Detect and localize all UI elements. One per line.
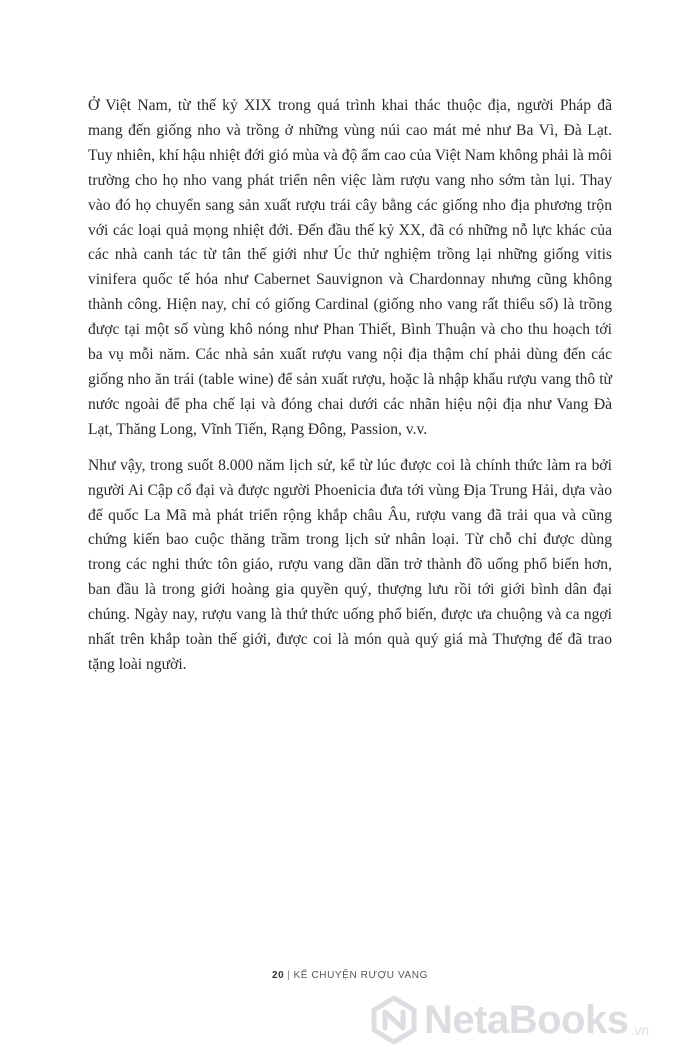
paragraph-1: Ở Việt Nam, từ thế kỷ XIX trong quá trình khai thác thuộc địa, người Pháp đã mang đến giống nho và trồng ở những vùng núi cao mát mẻ như Ba Vì, Đà Lạt. Tuy nhiên, khí hậu nhiệt đới gió mùa và độ ẩm cao của Việt Nam không phải là môi trường cho họ nho vang phát triển nên việc làm rượu vang nho sớm tàn lụi. Thay vào đó họ chuyển sang sản xuất rượu trái cây bằng các giống nho địa phương trộn với các loại quả mọng nhiệt đới. Đến đầu thế kỷ XX, đã có những nỗ lực khác của các nhà canh tác từ tân thế giới như Úc thử nghiệm trồng lại những giống vitis vinifera quốc tế hóa như Cabernet Sauvignon và Chardonnay nhưng cũng không thành công. Hiện nay, chỉ có giống Cardinal (giống nho vang rất thiểu số) là trồng được tại một số vùng khô nóng như Phan Thiết, Bình Thuận và cho thu hoạch tới ba vụ mỗi năm. Các nhà sản xuất rượu vang nội địa thậm chí phải dùng đến các giống nho ăn trái (table wine) để sản xuất rượu, hoặc là nhập khẩu rượu vang thô từ nước ngoài để pha chế lại và đóng chai dưới các nhãn hiệu nội địa như Vang Đà Lạt, Thăng Long, Vĩnh Tiến, Rạng Đông, Passion, v.v.: [88, 97, 612, 438]
watermark-suffix: .vn: [630, 1022, 650, 1038]
page-footer: [0, 970, 700, 981]
watermark-text: NetaBooks: [424, 998, 629, 1042]
netabooks-logo-icon: [368, 994, 420, 1046]
paragraph-2: Như vậy, trong suốt 8.000 năm lịch sử, kể từ lúc được coi là chính thức làm ra bởi người Ai Cập cổ đại và được người Phoenicia đưa tới vùng Địa Trung Hải, dựa vào đế quốc La Mã mà phát triển rộng khắp châu Âu, rượu vang đã trải qua và cũng chứng kiến bao cuộc thăng trầm trong lịch sử nhân loại. Từ chỗ chỉ được dùng trong các nghi thức tôn giáo, rượu vang dần dần trở thành đồ uống phổ biến hơn, ban đầu là trong giới hoàng gia quyền quý, thượng lưu rồi tới giới bình dân đại chúng. Ngày nay, rượu vang là thứ thức uống phổ biến, được ưa chuộng và ca ngợi nhất trên khắp toàn thế giới, được coi là món quà quý giá mà Thượng đế đã trao tặng loài người.: [88, 456, 612, 673]
body-text: [88, 94, 612, 689]
page-number: 20: [272, 970, 285, 981]
footer-separator: |: [287, 970, 291, 981]
watermark: [368, 990, 698, 1050]
running-title: KỂ CHUYỆN RƯỢU VANG: [293, 970, 428, 981]
